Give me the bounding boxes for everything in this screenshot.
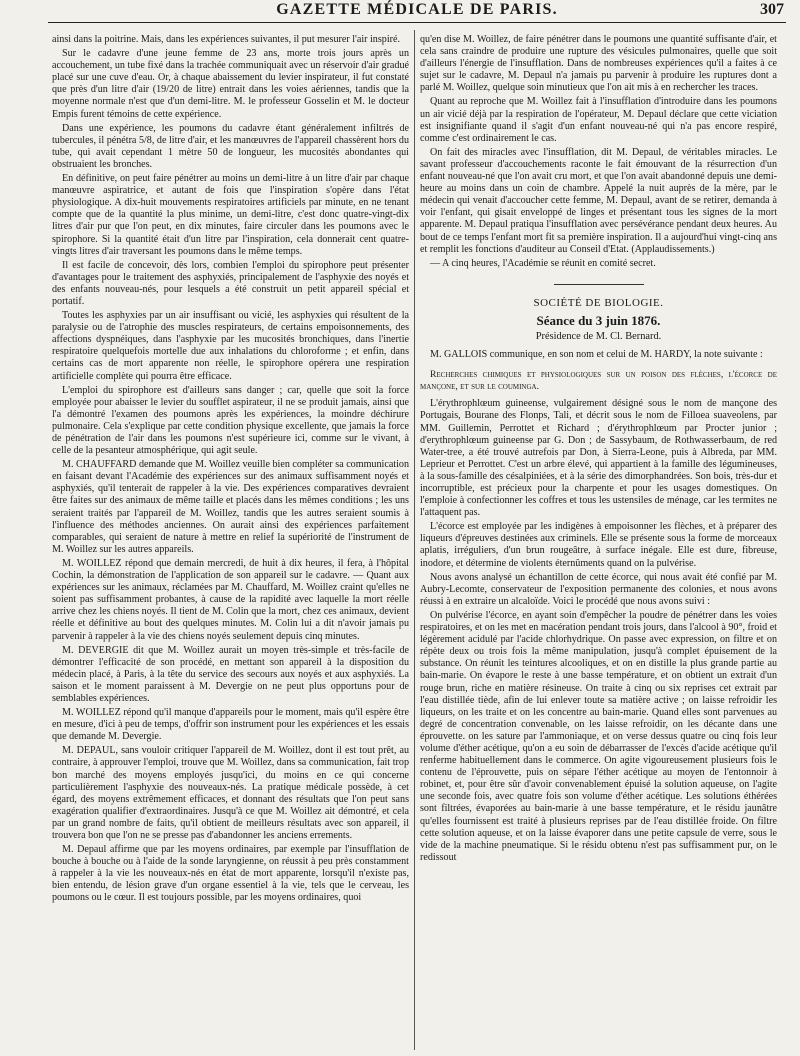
paragraph: — A cinq heures, l'Académie se réunit en comité secret. [430,257,656,269]
paragraph: On pulvérise l'écorce, en ayant soin d'empêcher la poudre de pénétrer dans les voies respiratoires, et on les met en macération pendant trois jours, dans l'alcool à 90°, froid et légèrement acidulé par l'acide chlorhydrique. On passe avec expression, on filtre et on répète deux ou trois fois la même manipulation, jusqu'à complet épuisement de la substance. On réunit les teintures alcooliques, et on en distille la plus grande partie au bain-marie. On évapore le reste à une basse température, et on obtient un extrait d'un rouge brun, riche en matière résineuse. On traite à cinq ou six reprises cet extrait par l'eau distillée tiède, afin de lui enlever toute sa matière active ; on laisse refroidir les liqueurs, on les traite et on les concentre au bain-marie. Quand elles sont parvenues au degré de concentration convenable, on les laisse refroidir, on les décante dans une éprouvette. on les sature par l'ammoniaque, et on verse dessus quatre ou cinq fois leur volume d'éther acétique, qu'on a eu soin de débarrasser de l'excès d'acide acétique qu'il renferme habituellement dans le commerce. On agite vigoureusement plusieurs fois le contenu de l'éprouvette, puis on sépare l'éther acétique au moyen de l'entonnoir à robinet, et, pour être sûr d'avoir convenablement épuisé la solution aqueuse, on l'agite une seconde fois, avec quatre fois son volume d'éther acétique. Les solutions éthérées sont filtrées, évaporées au bain-marie à une basse température, et le résidu jaunâtre qu'elles fournissent est traité à plusieurs reprises par de l'eau distillée froide. On filtre cette solution aqueuse, et on la laisse évaporer dans une petite capsule de verre, sous le vide de la machine pneumatique. Si le résidu obtenu n'est pas suffisamment pur, on le redissout [420,609,777,863]
journal-title: GAZETTE MÉDICALE DE PARIS. [276,1,558,18]
section-rule [554,284,644,285]
paragraph: M. WOILLEZ répond que demain mercredi, de huit à dix heures, il fera, à l'hôpital Cochin, la démonstration de l'application de son appareil sur le cadavre. — Quant aux expériences sur les animaux, réclamées par M. Chauffard, M. Woillez craint qu'elles ne soient pas suffisamment probantes, à cause de la rapidité avec laquelle la mort réelle arrive chez les chiens noyés. Il tient de M. Colin que la mort, chez ces animaux, devient réelle et définitive au bout des quelques minutes. M. Colin lui a dit n'avoir jamais pu parvenir à rappeler à la vie des chiens noyés seulement depuis cinq minutes. [52,557,409,642]
paragraph: L'érythrophlœum guineense, vulgairement désigné sous le nom de mançone des Portugais, Bourane des Flonps, Tali, et décrit sous le nom de Filloea suaveolens, par MM. Guillemin, Perrottet et Richard ; d'érythrophlœum par Procter junior ; d'erythrophlœum guineense par G. Don ; de Sassybaum, de Rothwasserbaum, de red Water-tree, a été trouvé autrefois par Don, à Sierra-Leone, puis à Albreda, par MM. Leprieur et Perrottet. C'est un arbre élevé, qui appartient à la famille des légumineuses, à la sous-famille des césalpiniées, et à la série des dimorphandrées. Son bois, très-dur et incorruptible, est précieux pour la charpente et pour les usages domestiques. On l'emploie à confectionner les coffres et tous les ustensiles de ménage, car les termites ne l'attaquent pas. [420,398,777,519]
paragraph: L'écorce est employée par les indigènes à empoisonner les flèches, et à préparer des liqueurs d'épreuves destinées aux criminels. Elle se présente sous la forme de morceaux aplatis, irréguliers, d'un brun rougeâtre, à surface inégale. Elle est dure, fibreuse, inodore, et détermine de violents éternûments quand on la pulvérise. [420,521,777,569]
column-divider [414,30,415,1050]
session-heading: Séance du 3 juin 1876. [536,312,661,328]
presidency-line: Présidence de M. Cl. Bernard. [535,330,662,342]
masthead [48,0,786,23]
paragraph: M. DEVERGIE dit que M. Woillez aurait un moyen très-simple et très-facile de démontrer l'efficacité de son procédé, en mettant son appareil à la disposition du médecin placé, à Paris, à la tête du service des secours aux noyés et aux asphyxiés. La saison et le moment paraissent à M. Devergie on ne peut plus opportuns pour de semblables expériences. [52,644,409,704]
paragraph: Sur le cadavre d'une jeune femme de 23 ans, morte trois jours après un accouchement, un tube fixé dans la trachée communiquait avec un réservoir d'air gradué placé sur une cuve d'eau. Or, à chaque abaissement du levier inspirateur, il fut constaté que près d'un litre d'air (19/20 de litre) entrait dans les voies aériennes, tandis que la moyenne normale n'est que d'un demi-litre. M. le professeur Gosselin et M. le docteur Empis furent témoins de cette expérience. [52,48,409,120]
paragraph: ainsi dans la poitrine. Mais, dans les expériences suivantes, il put mesurer l'air inspiré. [52,34,401,45]
paragraph: En définitive, on peut faire pénétrer au moins un demi-litre à un litre d'air par chaque manœuvre aspiratrice, et autant de fois que l'inspiration s'opère dans l'état physiologique. A dix-huit mouvements respiratoires artificiels par minute, en ne tenant compte que de la quantité la plus minime, un demi-litre, c'est donc quatre-vingt-dix litres d'air pur que l'on peut, en dix minutes, faire circuler dans les poumons avec le spirophore. Si la quantité était d'un litre par l'inspiration, cela donnerait cent quatre-vingts litres d'air traversant les poumons dans le même temps. [52,173,409,257]
paragraph: Dans une expérience, les poumons du cadavre étant généralement infiltrés de tubercules, il pénétra 5/8, de litre d'air, et les manœuvres de l'appareil chassèrent hors du tube, qui avait cependant 1 mètre 50 de longueur, les mucosités abondantes qui obstruaient les bronches. [52,122,409,170]
paragraph: Il est facile de concevoir, dès lors, combien l'emploi du spirophore peut présenter d'avantages pour le traitement des asphyxiés, principalement de l'asphyxie des noyés et des enfants nouveau-nés, pour lesquels a été construit un petit appareil spécial et portatif. [52,259,409,307]
paragraph: M. GALLOIS communique, en son nom et celui de M. HARDY, la note suivante : [430,349,763,361]
paragraph: M. DEPAUL, sans vouloir critiquer l'appareil de M. Woillez, dont il est tout prêt, au contraire, à approuver l'emploi, trouve que M. Woillez, dans sa communication, fait trop bon marché des moyens employés jusqu'ici, du moins en ce qui concerne particulièrement l'asphyxie des nouveaux-nés. La pratique médicale possède, à cet égard, des moyens extrêmement efficaces, et donnant des résultats que l'on peut sans exagération qualifier d'extraordinaires. Jusqu'à ce que M. Woillez ait démontré, et cela par un grand nombre de faits, qu'il obtient de meilleurs résultats avec son appareil, il trouvera bon que l'on ne se presse pas d'abandonner les anciens errements. [52,745,409,841]
section-heading: SOCIÉTÉ DE BIOLOGIE. [533,296,664,309]
paragraph: Quant au reproche que M. Woillez fait à l'insufflation d'introduire dans les poumons un air vicié déjà par la respiration de l'opérateur, M. Depaul déclare que cette viciation est insignifiante quand il s'agit d'un enfant nouveau-né qui n'a pas encore respiré, comme c'est ordinairement le cas. [420,96,777,144]
paragraph: M. WOILLEZ répond qu'il manque d'appareils pour le moment, mais qu'il espère être en mesure, d'ici à peu de temps, d'offrir son instrument pour les expériences et les essais que demande M. Devergie. [52,707,409,743]
paragraph: On fait des miracles avec l'insufflation, dit M. Depaul, de véritables miracles. Le savant professeur d'accouchements raconte le fait émouvant de la résurrection d'un enfant nouveau-né que l'on avait cru mort, et que l'on avait abandonné depuis une demi-heure au moins dans un coin de chambre. Appelé la nuit auprès de la mère, par le médecin qui venait d'accoucher cette femme, M. Depaul, avant de se retirer, demanda à voir l'enfant, qui gisait enveloppé de linges et présentant tous les signes de la mort apparente. M. Depaul pratiqua l'insufflation avec persévérance pendant deux heures. Au bout de ce temps l'enfant mort fit sa première inspiration. Il a aujourd'hui vingt-cinq ans et remplit les fonctions d'auditeur au Conseil d'Etat. (Applaudissements.) [420,146,777,255]
paper-title: Recherches chimiques et physiologiques sur un poison des flèches, l'écorce de mançone, et sur le coumingа. [420,369,777,392]
page-number: 307 [760,1,784,18]
paragraph: qu'en dise M. Woillez, de faire pénétrer dans le poumons une quantité suffisante d'air, et cela sans craindre de produire une rupture des vésicules pulmonaires, quelle que soit d'ailleurs l'énergie de l'insufflation. Dans de nombreuses expériences qu'il a faites à ce sujet sur le cadavre, M. Depaul n'a jamais pu parvenir à produire les ruptures dont a parlé M. Woillez, quelque soin minutieux que l'on ait mis à en rechercher les traces. [420,34,777,94]
paragraph: M. CHAUFFARD demande que M. Woillez veuille bien compléter sa communication en faisant devant l'Académie des expériences sur des animaux suffisamment noyés et asphyxiés, qu'il tenterait de rappeler à la vie. Des expériences comparatives devraient être faites sur des animaux de même taille et placés dans les mêmes conditions ; les uns seraient traités par l'appareil de M. Woillez, tandis que les autres seraient soumis à l'influence des méthodes anciennes. On aurait ainsi des expériences parfaitement comparables, qui seraient de nature à mettre en relief la supériorité de l'instrument de M. Woillez sur les autres appareils. [52,459,409,555]
paragraph: L'emploi du spirophore est d'ailleurs sans danger ; car, quelle que soit la force employée pour abaisser le levier du soufflet aspirateur, il ne se produit jamais, ainsi que l'a démontré l'examen des poumons après les expériences, la moindre déchirure pulmonaire. Cela s'explique par cette condition physique excellente, que jamais la force de pénétration de l'air dans les poumons n'est supérieure ici, comme sur le vivant, à celle de la pesanteur atmosphérique, qui agit seule. [52,384,409,457]
paragraph: M. Depaul affirme que par les moyens ordinaires, par exemple par l'insufflation de bouche à bouche ou à l'aide de la sonde laryngienne, on réussit à peu près constamment à rappeler à la vie les nouveaux-nés en état de mort apparente, lorsqu'il n'existe pas, bien entendu, de lésion grave d'un organe essentiel à la vie, tels que le cerveau, les poumons ou le cœur. Il est toujours possible, par les moyens ordinaires, quoi [52,844,409,904]
right-column [420,34,777,1050]
paragraph: Nous avons analysé un échantillon de cette écorce, qui nous avait été confié par M. Aubry-Lecomte, conservateur de l'exposition permanente des colonies, et nous avons réussi à en extraire un alcaloïde. Voici le procédé que nous avons suivi : [420,571,777,607]
left-column [52,34,409,1050]
paragraph: Toutes les asphyxies par un air insuffisant ou vicié, les asphyxies qui résultent de la paralysie ou de l'atrophie des muscles respirateurs, de certains empoisonnements, des affections dyspnéiques, dans l'asphyxie par les mucosités bronchiques, dans l'inertie respiratoire quelquefois mortelle due aux inhalations du chloroforme ; et enfin, dans certains cas de mort apparente non réelle, le spirophore opérera une respiration artificielle complète qui pourra être efficace. [52,310,409,382]
